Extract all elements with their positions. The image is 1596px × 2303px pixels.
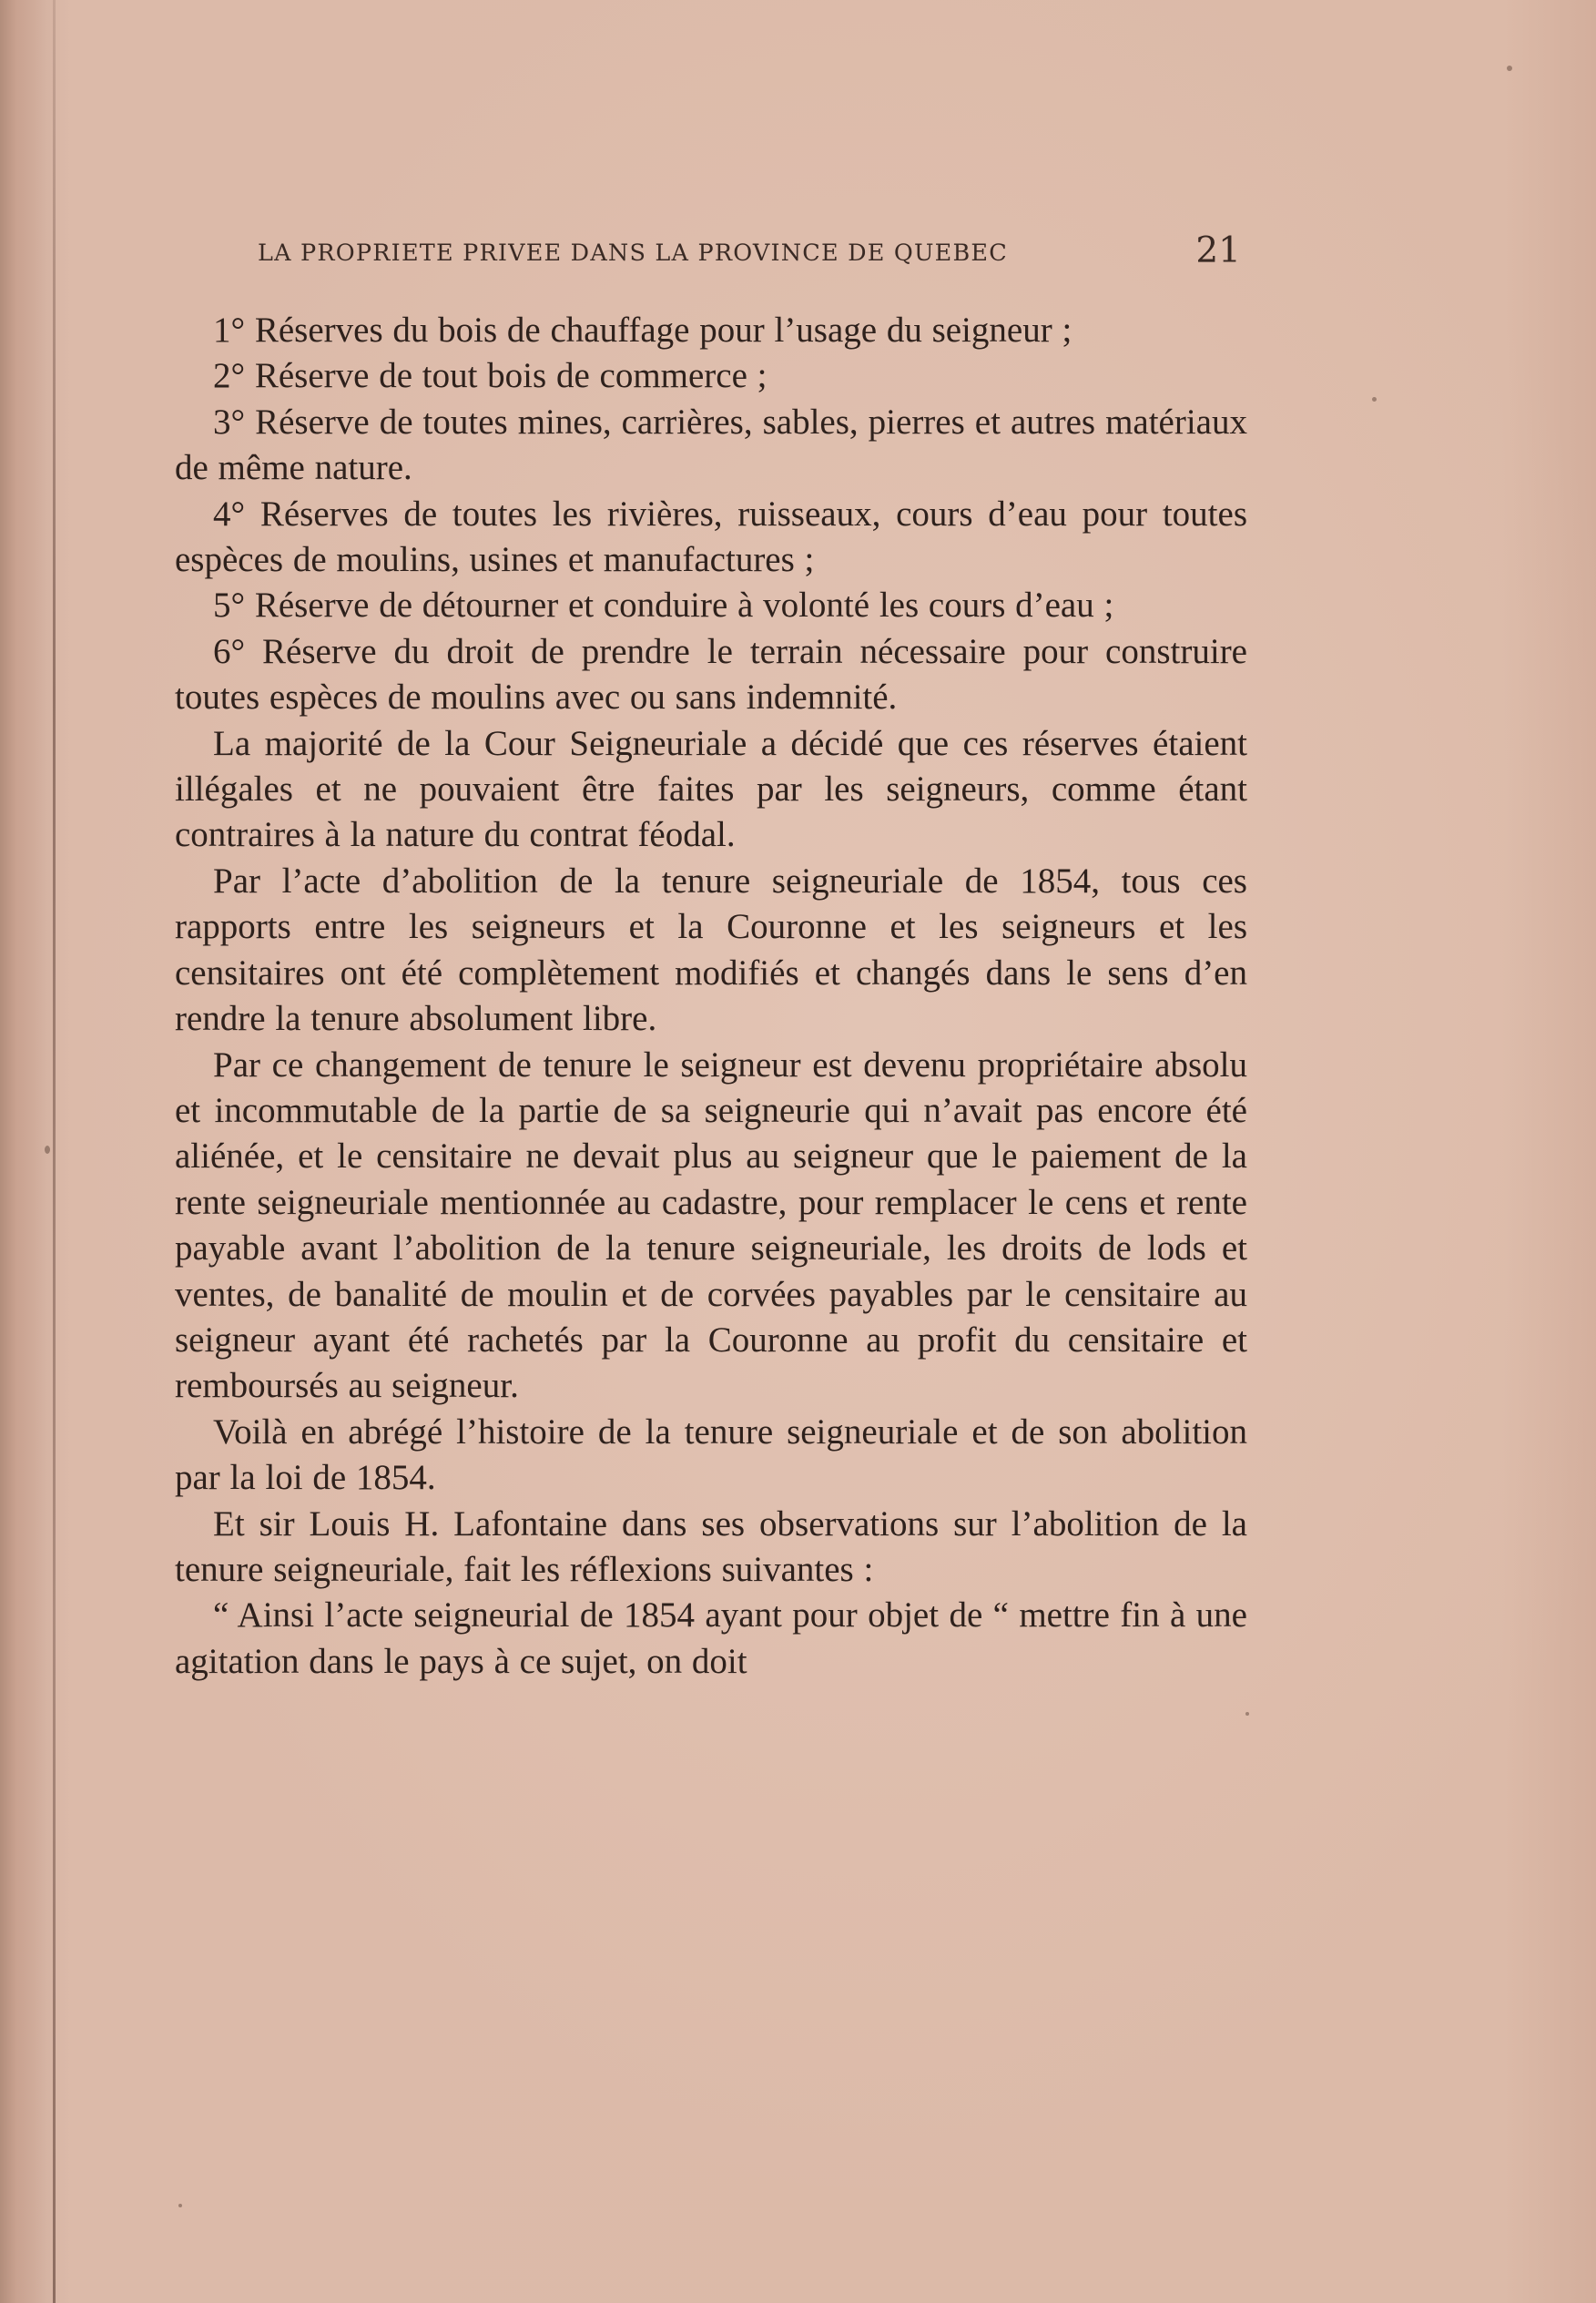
body-text — [175, 308, 1247, 1685]
page-binding-shadow — [0, 0, 71, 2303]
paragraph-lafontaine: Et sir Louis H. Lafontaine dans ses observations sur l’abolition de la tenure seigneuriale, fait les réflexions suivantes : — [175, 1503, 1247, 1589]
page-number: 21 — [1195, 230, 1241, 271]
paragraph-quotation: “ Ainsi l’acte seigneurial de 1854 ayant pour objet de “ mettre fin à une agitation dans le pays à ce sujet, on doit — [175, 1595, 1247, 1681]
paragraph-changement-tenure: Par ce changement de tenure le seigneur est devenu propriétaire absolu et incommutable de la partie de sa seigneurie qui n’avait pas encore été aliénée, et le censitaire ne devait plus au seigneur que le paiement de la rente seigneuriale mentionnée au cadastre, pour remplacer le cens et rente payable avant l’abolition de la tenure seigneuriale, les droits de lods et ventes, de banalité de moulin et de corvées payables par le censitaire au seigneur ayant été rachetés par la Couronne au profit du censitaire et remboursés au seigneur. — [175, 1045, 1247, 1406]
paragraph-reserve-1: 1° Réserves du bois de chauffage pour l’usage du seigneur ; — [213, 311, 1072, 350]
paragraph-histoire-abregee: Voilà en abrégé l’histoire de la tenure seigneuriale et de son abolition par la loi de 1854. — [175, 1411, 1247, 1498]
paragraph-reserve-4: 4° Réserves de toutes les rivières, ruisseaux, cours d’eau pour toutes espèces de moulins, usines et manufactures ; — [175, 494, 1247, 580]
paper-speck — [178, 2204, 182, 2207]
paper-speck — [1245, 1712, 1249, 1716]
paragraph-reserve-3: 3° Réserve de toutes mines, carrières, sables, pierres et autres matériaux de même nature. — [175, 402, 1247, 488]
paragraph-acte-abolition: Par l’acte d’abolition de la tenure seigneuriale de 1854, tous ces rapports entre les seigneurs et la Couronne et les seigneurs et les censitaires ont été complètement modifiés et changés dans le sens d’en rendre la tenure absolument libre. — [175, 861, 1247, 1039]
paragraph-reserve-2: 2° Réserve de tout bois de commerce ; — [213, 356, 768, 396]
paper-speck — [1372, 397, 1377, 402]
paragraph-reserve-5: 5° Réserve de détourner et conduire à volonté les cours d’eau ; — [213, 586, 1114, 626]
paper-speck — [1507, 66, 1512, 71]
page-binding-edge — [53, 0, 56, 2303]
paragraph-reserve-6: 6° Réserve du droit de prendre le terrain nécessaire pour construire toutes espèces de moulins avec ou sans indemnité. — [175, 631, 1247, 718]
paragraph-cour-seigneuriale: La majorité de la Cour Seigneuriale a décidé que ces réserves étaient illégales et ne pouvaient être faites par les seigneurs, comme étant contraires à la nature du contrat féodal. — [175, 723, 1247, 855]
running-head — [258, 230, 1241, 274]
paper-speck — [45, 1146, 50, 1154]
running-title: LA PROPRIETE PRIVEE DANS LA PROVINCE DE QUEBEC — [258, 239, 1008, 267]
